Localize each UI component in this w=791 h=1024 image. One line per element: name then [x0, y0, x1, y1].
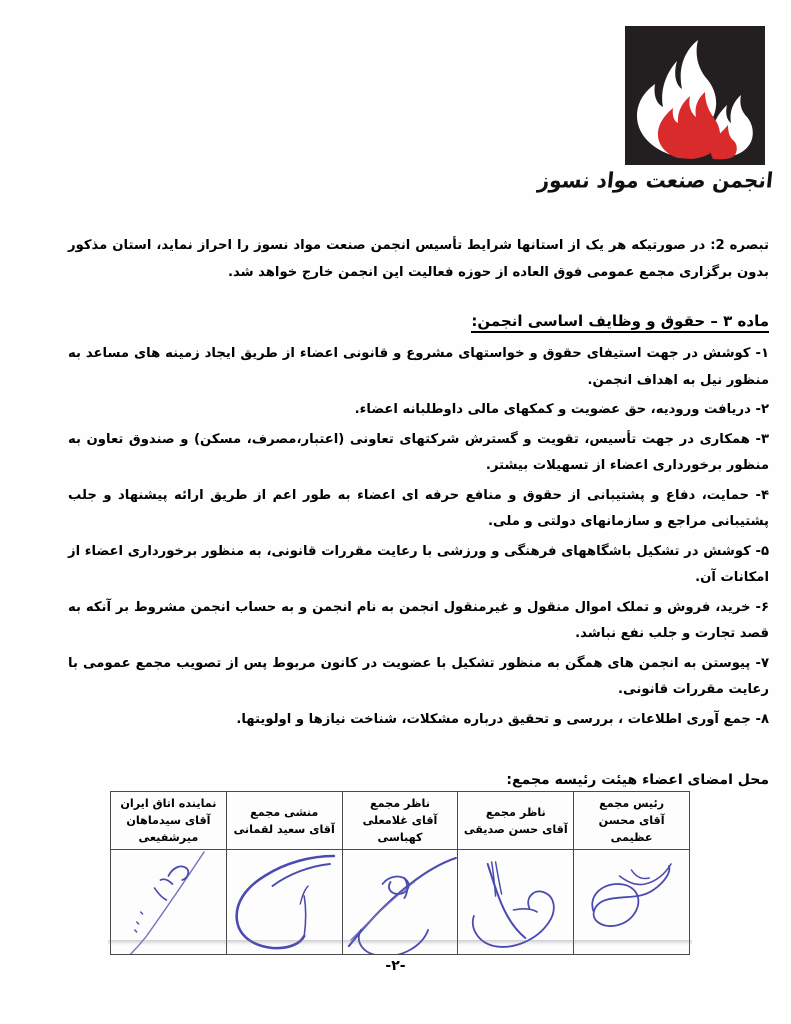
flame-logo-icon: [625, 26, 765, 165]
association-logo: [536, 26, 775, 216]
signatory-role: رئیس مجمع: [599, 797, 665, 810]
signatory-role: ناظر مجمع: [370, 797, 430, 810]
signatory-name: آقای سعید لقمانی: [233, 822, 335, 836]
clause-number: ۴-: [755, 487, 769, 503]
clause-text: حمایت، دفاع و پشتیبانی از حقوق و منافع حرفه ای اعضاء به طور اعم از طریق ارائه پیشنهاد و جلب پشتیبانی مراجع و سازمانهای دولتی و ملی.: [68, 487, 769, 529]
clause-number: ۶-: [755, 599, 769, 615]
clause-number: ۵-: [755, 543, 769, 559]
logo-caption: انجمن صنعت مواد نسوز: [536, 167, 775, 193]
page-number: -۲-: [385, 958, 406, 974]
clause-number: ۱-: [755, 346, 769, 361]
clause-item: [68, 595, 769, 648]
handwritten-signature: [111, 850, 227, 955]
clause-item: [68, 341, 769, 394]
clause-text: پیوستن به انجمن های همگن به منظور تشکیل با عضویت در کانون مربوط پس از تصویب مجمع عمومی با رعایت مقررات قانونی.: [68, 655, 769, 697]
note-paragraph: [68, 232, 769, 286]
document-body: [68, 232, 769, 736]
table-row-signatures: [111, 850, 690, 955]
clause-list: [68, 341, 769, 733]
clause-text: کوشش در جهت استیفای حقوق و خواستهای مشروع و قانونی اعضاء از طریق ایجاد زمینه های مساعد به منظور نیل به اهداف انجمن.: [68, 346, 769, 388]
handwritten-signature: [226, 850, 342, 955]
clause-item: [68, 651, 769, 704]
signatory-name: آقای حسن صدیقی: [463, 822, 568, 836]
scan-edge-shadow: [108, 940, 692, 945]
signatory-role: نماینده اتاق ایران: [120, 797, 217, 810]
handwritten-signature: [458, 850, 574, 955]
clause-text: کوشش در تشکیل باشگاههای فرهنگی و ورزشی با رعایت مقررات قانونی، به منظور برخورداری اعضاء از امکانات آن.: [68, 543, 769, 585]
clause-item: [68, 707, 769, 734]
signature-table: [110, 791, 690, 955]
signature-header-cell: [342, 792, 458, 850]
signatory-name: آقای غلامعلی کهباسی: [362, 814, 438, 844]
signatory-name: آقای سیدماهان میرشفیعی: [126, 814, 211, 844]
clause-number: ۷-: [755, 655, 769, 671]
signature-header-cell: [574, 792, 690, 850]
table-row-headers: [111, 792, 690, 850]
clause-item: [68, 427, 769, 480]
clause-item: [68, 483, 769, 536]
signature-header-cell: [226, 792, 342, 850]
note-text: در صورتیکه هر یک از استانها شرایط تأسیس انجمن صنعت مواد نسوز را احراز نماید، استان مذکور بدون برگزاری مجمع عمومی فوق العاده از حوزه فعالیت این انجمن خارج خواهد شد.: [68, 238, 769, 280]
clause-text: خرید، فروش و تملک اموال منقول و غیرمنقول انجمن به نام انجمن و به حساب انجمن مشروط بر آنکه به قصد تجارت و جلب نفع نباشد.: [68, 599, 769, 641]
clause-number: ۳-: [755, 431, 769, 447]
signatory-name: آقای محسن عظیمی: [598, 814, 665, 844]
handwritten-signature: [574, 850, 690, 955]
clause-item: [68, 539, 769, 592]
signatory-role: ناظر مجمع: [485, 805, 546, 819]
section-heading: [68, 312, 769, 333]
note-lead-label: تبصره 2:: [710, 238, 769, 253]
signature-header-cell: [111, 792, 227, 850]
signatory-role: منشی مجمع: [250, 805, 319, 819]
clause-text: جمع آوری اطلاعات ، بررسی و تحقیق درباره مشکلات، شناخت نیازها و اولویتها.: [236, 711, 751, 727]
clause-text: دریافت ورودیه، حق عضویت و کمکهای مالی داوطلبانه اعضاء.: [354, 402, 751, 417]
clause-number: ۸-: [755, 711, 769, 727]
clause-number: ۲-: [755, 402, 769, 417]
signature-header-cell: [458, 792, 574, 850]
section-heading-text: ماده ۳ – حقوق و وظایف اساسی انجمن:: [471, 312, 769, 333]
signature-section-title: محل امضای اعضاء هیئت رئیسه مجمع:: [506, 772, 769, 788]
clause-text: همکاری در جهت تأسیس، تقویت و گسترش شرکتهای تعاونی (اعتبار،مصرف، مسکن) و صندوق تعاون به منظور برخورداری اعضاء از تسهیلات بیشتر.: [68, 431, 769, 473]
handwritten-signature: [342, 850, 458, 955]
clause-item: [68, 397, 769, 424]
